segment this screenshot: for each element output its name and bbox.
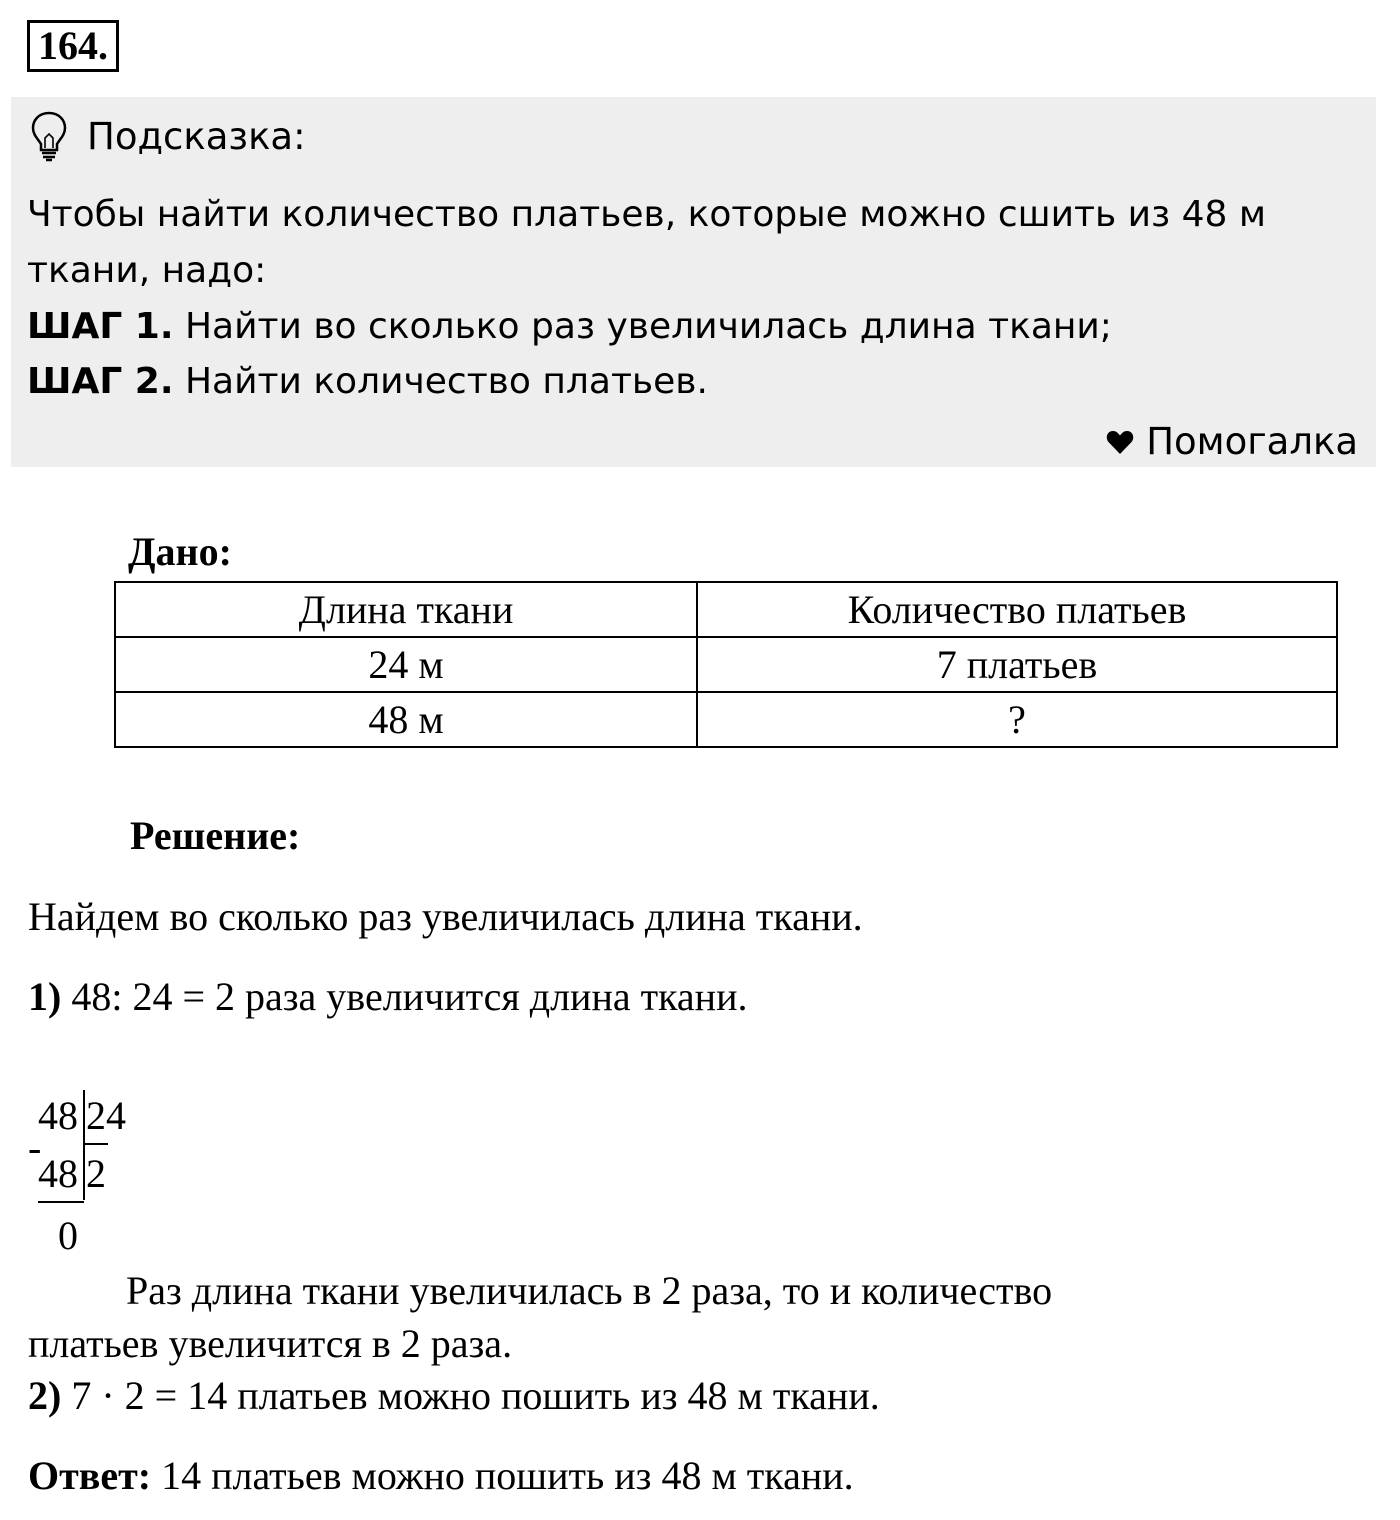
given-title: Дано: (128, 529, 232, 574)
solution-paragraph-line-1: Раз длина ткани увеличилась в 2 раза, то и количество (126, 1268, 1053, 1313)
solution-step-1 (28, 973, 747, 1020)
answer (28, 1452, 854, 1499)
answer-label: Ответ: (28, 1453, 152, 1498)
hint-line-2: ткани, надо: (27, 250, 267, 291)
hint-box (11, 97, 1376, 467)
table-row (115, 692, 1337, 747)
step-2-text: 7 · 2 = 14 платьев можно пошить из 48 м ткани. (61, 1373, 880, 1418)
division-dividend: 48 (38, 1093, 78, 1138)
division-lines (28, 1090, 158, 1260)
lightbulb-icon (29, 110, 69, 162)
division-subtrahend: 48 (38, 1151, 78, 1196)
division-remainder: 0 (58, 1213, 78, 1258)
table-header-row (115, 582, 1337, 637)
task-number: 164. (27, 20, 119, 72)
brand-name: Помогалка (1146, 420, 1358, 463)
hint-title: Подсказка: (87, 114, 306, 158)
hint-step-1 (27, 306, 1112, 347)
table-row (115, 637, 1337, 692)
hint-step-1-label: ШАГ 1. (27, 306, 174, 347)
step-1-label: 1) (28, 974, 62, 1019)
cell-length-2: 48 м (115, 692, 697, 747)
hint-line-1: Чтобы найти количество платьев, которые можно сшить из 48 м (27, 194, 1267, 235)
cell-count-1: 7 платьев (697, 637, 1337, 692)
cell-length-1: 24 м (115, 637, 697, 692)
solution-intro: Найдем во сколько раз увеличилась длина ткани. (28, 894, 863, 939)
division-divisor: 24 (86, 1093, 126, 1138)
cell-count-2: ? (697, 692, 1337, 747)
heart-icon (1106, 429, 1134, 455)
hint-step-2-label: ШАГ 2. (27, 361, 174, 402)
hint-header (29, 111, 306, 161)
header-fabric-length: Длина ткани (115, 582, 697, 637)
division-minus: - (28, 1125, 42, 1170)
long-division (28, 1090, 158, 1260)
hint-step-2 (27, 361, 708, 402)
division-quotient: 2 (86, 1151, 106, 1196)
step-1-text: 48: 24 = 2 раза увеличится длина ткани. (61, 974, 748, 1019)
step-2-label: 2) (28, 1373, 62, 1418)
solution-title: Решение: (130, 813, 301, 858)
hint-step-2-text: Найти количество платьев. (173, 361, 708, 402)
given-table (114, 581, 1338, 748)
solution-paragraph-line-2: платьев увеличится в 2 раза. (28, 1321, 513, 1366)
header-dress-count: Количество платьев (697, 582, 1337, 637)
answer-text: 14 платьев можно пошить из 48 м ткани. (151, 1453, 854, 1498)
solution-step-2 (28, 1372, 880, 1419)
hint-step-1-text: Найти во сколько раз увеличилась длина ткани; (173, 306, 1112, 347)
brand-signature (1106, 420, 1358, 463)
